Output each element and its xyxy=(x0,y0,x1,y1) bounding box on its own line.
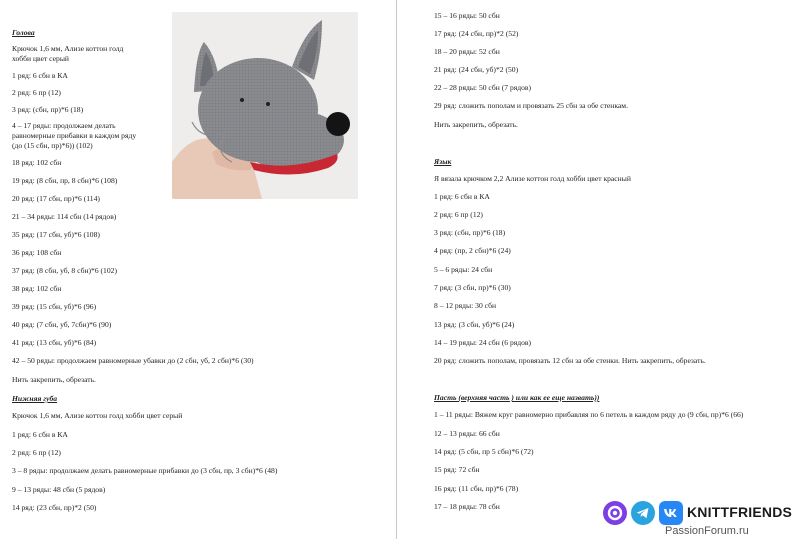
crochet-wolf-head-photo xyxy=(172,12,358,199)
pattern-row: 15 – 16 ряды: 50 сбн xyxy=(434,11,500,20)
pattern-row: Я вязала крючком 2,2 Ализе коттон голд хобби цвет красный xyxy=(434,174,631,183)
left-page xyxy=(0,0,395,539)
watermark-brand: KNITTFRIENDS xyxy=(687,504,793,520)
pattern-row: 19 ряд: (8 сбн, пр, 8 сбн)*6 (108) xyxy=(12,176,118,185)
pattern-row: 16 ряд: (11 сбн, пр)*6 (78) xyxy=(434,484,519,493)
pattern-row: 1 ряд: 6 сбн в КА xyxy=(12,430,68,439)
pattern-row: 36 ряд: 108 сбн xyxy=(12,248,62,257)
page-divider xyxy=(396,0,397,539)
pattern-row: 12 – 13 ряды: 66 сбн xyxy=(434,429,500,438)
pattern-row: 14 ряд: (5 сбн, пр 5 сбн)*6 (72) xyxy=(434,447,534,456)
pattern-row: 5 – 6 ряды: 24 сбн xyxy=(434,265,493,274)
pattern-row: 17 ряд: (24 сбн, пр)*2 (52) xyxy=(434,29,519,38)
lower-lip-section-title: Нижняя губа xyxy=(12,394,58,403)
pattern-row: 18 ряд: 102 сбн xyxy=(12,158,62,167)
pattern-row: 20 ряд: (17 сбн, пр)*6 (114) xyxy=(12,194,100,203)
pattern-row: 17 – 18 ряды: 78 сбн xyxy=(434,502,500,511)
pattern-row: 21 – 34 ряды: 114 сбн (14 рядов) xyxy=(12,212,117,221)
pattern-row: 1 ряд: 6 сбн в КА xyxy=(12,71,68,80)
pattern-row: (до (15 сбн, пр)*6)) (102) xyxy=(12,141,93,150)
pattern-row: 4 ряд: (пр, 2 сбн)*6 (24) xyxy=(434,246,511,255)
right-page xyxy=(400,0,800,539)
tongue-section-title: Язык xyxy=(434,157,452,166)
pattern-row: 2 ряд: 6 пр (12) xyxy=(12,88,61,97)
pattern-row: 37 ряд: (8 сбн, уб, 8 сбн)*6 (102) xyxy=(12,266,117,275)
odnoklassniki-icon xyxy=(603,501,627,525)
mouth-section-title: Пасть (верхняя часть ) или как ее еще назвать)) xyxy=(434,393,600,402)
watermark-forum: PassionForum.ru xyxy=(665,525,749,537)
pattern-row: 4 – 17 ряды: продолжаем делать xyxy=(12,121,116,130)
pattern-row: 18 – 20 ряды: 52 сбн xyxy=(434,47,500,56)
pattern-row: 14 – 19 ряды: 24 сбн (6 рядов) xyxy=(434,338,532,347)
pattern-row: 15 ряд: 72 сбн xyxy=(434,465,480,474)
pattern-row: 41 ряд: (13 сбн, уб)*6 (84) xyxy=(12,338,97,347)
pattern-row: 20 ряд: сложить пополам, провязать 12 сбн за обе стенки. Нить закрепить, обрезать. xyxy=(434,356,706,365)
vk-icon xyxy=(659,501,683,525)
pattern-row: Нить закрепить, обрезать. xyxy=(12,375,96,384)
pattern-row: 13 ряд: (3 сбн, уб)*6 (24) xyxy=(434,320,515,329)
pattern-row: 29 ряд: сложить пополам и провязать 25 сбн за обе стенкам. xyxy=(434,101,628,110)
pattern-row: 21 ряд: (24 сбн, уб)*2 (50) xyxy=(434,65,519,74)
pattern-row: 7 ряд: (3 сбн, пр)*6 (30) xyxy=(434,283,511,292)
pattern-row: 3 – 8 ряды: продолжаем делать равномерные прибавки до (3 сбн, пр, 3 сбн)*6 (48) xyxy=(12,466,278,475)
head-section-title: Голова xyxy=(12,28,35,37)
pattern-row: 3 ряд: (сбн, пр)*6 (18) xyxy=(12,105,84,114)
pattern-row: равномерные прибавки в каждом ряду xyxy=(12,131,137,140)
pattern-row: 8 – 12 ряды: 30 сбн xyxy=(434,301,497,310)
head-intro-line: Крючок 1,6 мм, Ализе коттон голд xyxy=(12,44,124,53)
pattern-row: 9 – 13 ряды: 48 сбн (5 рядов) xyxy=(12,485,106,494)
pattern-row: 42 – 50 ряды: продолжаем равномерные убавки до (2 сбн, уб, 2 сбн)*6 (30) xyxy=(12,356,254,365)
pattern-row: 1 ряд: 6 сбн в КА xyxy=(434,192,490,201)
pattern-row: 22 – 28 ряды: 50 сбн (7 рядов) xyxy=(434,83,532,92)
head-intro-line: хобби цвет серый xyxy=(12,54,69,63)
pattern-row: Нить закрепить, обрезать. xyxy=(434,120,518,129)
pattern-row: 38 ряд: 102 сбн xyxy=(12,284,62,293)
pattern-row: 39 ряд: (15 сбн, уб)*6 (96) xyxy=(12,302,97,311)
pattern-row: 2 ряд: 6 пр (12) xyxy=(434,210,483,219)
pattern-row: 14 ряд: (23 сбн, пр)*2 (50) xyxy=(12,503,97,512)
telegram-icon xyxy=(631,501,655,525)
pattern-row: Крючок 1,6 мм, Ализе коттон голд хобби цвет серый xyxy=(12,411,183,420)
pattern-row: 2 ряд: 6 пр (12) xyxy=(12,448,61,457)
pattern-row: 3 ряд: (сбн, пр)*6 (18) xyxy=(434,228,506,237)
pattern-row: 40 ряд: (7 сбн, уб, 7сбн)*6 (90) xyxy=(12,320,112,329)
pattern-row: 35 ряд: (17 сбн, уб)*6 (108) xyxy=(12,230,100,239)
pattern-row: 1 – 11 ряды: Вяжем круг равномерно прибавляя по 6 петель в каждом ряду до (9 сбн, пр)*6 (66) xyxy=(434,410,744,419)
watermark xyxy=(603,498,800,539)
